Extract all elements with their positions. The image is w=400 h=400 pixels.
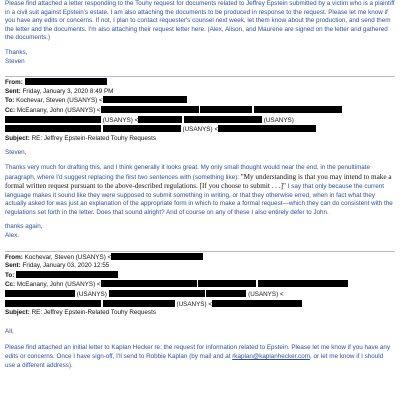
redaction-block bbox=[5, 300, 101, 307]
message-1-body: Please find attached a letter responding to the Touhy request for documents related to Jeffrey Epstein submitted by a victim who is a plaintiff in a civil suit against Epstein's estate. I am also attaching the documents to be produced in response to the request. Please let me know if you have any edits or concerns. If not, I plan to contact requester's counsel next week, let them know about the production, and send them the letter and the documents. I'm also attaching their request letter here. (Alex, Alison, and Maurene are signed on the letter and gathered the documents.) bbox=[5, 0, 395, 42]
message-1-signoff: Thanks, bbox=[5, 48, 28, 56]
header-divider bbox=[5, 251, 395, 252]
redaction-block bbox=[5, 290, 75, 297]
redaction-block bbox=[138, 116, 182, 123]
redaction-block bbox=[258, 280, 348, 287]
message-2-header: From: Sent: Friday, January 3, 2020 8:49 PM To: Kochevar, Steven (USANYS) < Cc: McEanany, John (USANYS) < (USANYS) < (USANYS) (USANYS) < Subject: RE: Jeffrey Epstein-Related Touhy Requests bbox=[5, 78, 395, 143]
redaction-block bbox=[254, 106, 342, 113]
redaction-block bbox=[200, 106, 252, 113]
redaction-block bbox=[103, 96, 187, 103]
sent-date: Friday, January 03, 2020 12:55 bbox=[22, 262, 110, 270]
subject-line: RE: Jeffrey Epstein-Related Touhy Requests bbox=[31, 309, 156, 317]
message-3-body: Please find attached an initial letter to Kaplan Hecker re: the request for information related to Epstein. Please let me know if you have any edits or concerns. Once I have sign-off, I'll send to Robbie Kaplan (by mail and at rkaplan@kaplanhecker.com, or let me know if I should use a different address). bbox=[5, 344, 391, 369]
quoted-suggestion: "My understanding is that you may intend to make a formal written request pursuant to the above-described regulations. [If you choose to submit . . .]" bbox=[5, 172, 392, 191]
redaction-block bbox=[5, 116, 101, 123]
redaction-block bbox=[111, 253, 203, 260]
redaction-block bbox=[103, 300, 175, 307]
redaction-block bbox=[101, 106, 199, 113]
message-2-greeting: Steven, bbox=[5, 149, 27, 157]
redaction-block bbox=[25, 78, 107, 85]
message-3-greeting: All, bbox=[5, 327, 14, 335]
message-2-closing: thanks again, bbox=[5, 223, 43, 231]
redaction-block bbox=[101, 280, 197, 287]
message-2-name: Alex. bbox=[5, 232, 19, 240]
redaction-block bbox=[212, 300, 302, 307]
redaction-block bbox=[206, 290, 246, 297]
header-divider bbox=[5, 76, 395, 77]
redaction-block bbox=[198, 280, 256, 287]
redaction-block bbox=[218, 125, 316, 132]
redaction-block bbox=[16, 271, 118, 278]
message-3-header: From: Kochevar, Steven (USANYS) < Sent: Friday, January 03, 2020 12:55 To: Cc: McEanany, John (USANYS) < (USANYS) (USANYS) < (USANYS) < Subject: RE: Jeffrey Epstein-Related Touhy Requests bbox=[5, 253, 395, 318]
email-link[interactable]: rkaplan@kaplanhecker.com bbox=[232, 353, 311, 360]
message-2-body: Thanks very much for drafting this, and I think generally it looks great. My only small thought would near the end, in the penultimate paragraph, where I'd suggest replacing the first two sentences with (something like): "My understanding is that you may intend to make a formal written request pursuant to the above-described regulations. [If you choose to submit . . .]" I say that only because the current language makes it sound like they were supposed to submit something in writing, or that they otherwise erred, when in fact what they actually asked for was just an explanation of the appropriate form in which to make a formal request—which they can do consistent with the regulations set forth in the letter. Does that sound alright? And of course on any of these I also entirely defer to John. bbox=[5, 163, 393, 216]
redaction-block bbox=[184, 116, 262, 123]
redaction-block bbox=[5, 125, 101, 132]
redaction-block bbox=[103, 125, 181, 132]
subject-line: RE: Jeffrey Epstein-Related Touhy Requests bbox=[31, 134, 156, 142]
message-1-signature: Steven bbox=[5, 57, 25, 65]
redaction-block bbox=[109, 290, 205, 297]
sent-date: Friday, January 3, 2020 8:49 PM bbox=[22, 87, 114, 95]
